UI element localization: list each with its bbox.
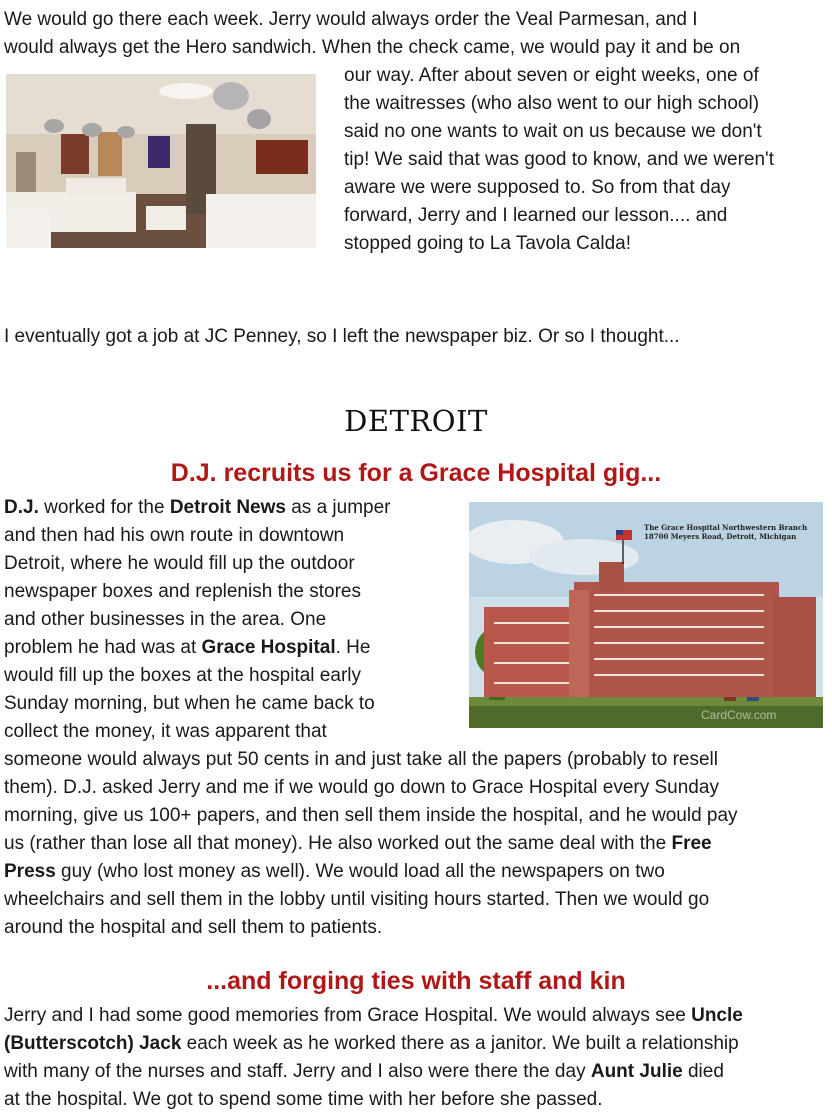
bold-grace-hospital: Grace Hospital: [201, 637, 336, 658]
watermark-text: CardCow.com: [701, 708, 777, 722]
text-span: with many of the nurses and staff. Jerry and I also were there the day: [4, 1061, 591, 1082]
text-line: [4, 858, 830, 886]
text-line: [4, 494, 830, 522]
text-line: someone would always put 50 cents in and just take all the papers (probably to resell: [4, 749, 718, 770]
text-line: We would go there each week. Jerry would always order the Veal Parmesan, and I: [4, 9, 698, 30]
bold-detroit-news: Detroit News: [169, 497, 286, 518]
text-line: wheelchairs and sell them in the lobby until visiting hours started. Then we would go: [4, 889, 710, 910]
text-line: them). D.J. asked Jerry and me if we would go down to Grace Hospital every Sunday: [4, 777, 719, 798]
text-line: would fill up the boxes at the hospital early: [4, 665, 361, 686]
bold-uncle: Uncle: [691, 1005, 743, 1026]
bold-press: Press: [4, 861, 56, 882]
text-span: each week as he worked there as a janitor. We built a relationship: [181, 1033, 739, 1054]
text-line: Detroit, where he would fill up the outdoor: [4, 553, 355, 574]
text-line: morning, give us 100+ papers, and then sell them inside the hospital, and he would pay: [4, 805, 738, 826]
text-line: [4, 634, 830, 662]
intro-paragraph: [4, 6, 830, 62]
text-line: newspaper boxes and replenish the stores: [4, 581, 362, 602]
bold-free: Free: [671, 833, 712, 854]
restaurant-photo: [6, 74, 316, 248]
text-span: guy (who lost money as well). We would load all the newspapers on two: [55, 861, 665, 882]
text-line: at the hospital. We got to spend some time with her before she passed.: [4, 1089, 603, 1110]
text-line: around the hospital and sell them to patients.: [4, 917, 383, 938]
text-span: worked for the: [38, 497, 170, 518]
text-line: [4, 1030, 830, 1058]
subheading: D.J. recruits us for a Grace Hospital gig...: [170, 459, 662, 487]
bold-dj: D.J.: [4, 497, 39, 518]
text-span: died: [682, 1061, 724, 1082]
postcard-caption-line-2: 18700 Meyers Road, Detroit, Michigan: [644, 532, 797, 541]
text-line: and other businesses in the area. One: [4, 609, 327, 630]
text-span: . He: [335, 637, 371, 658]
text-line: [4, 1058, 830, 1086]
text-span: as a jumper: [285, 497, 391, 518]
text-line: and then had his own route in downtown: [4, 525, 345, 546]
text-line: [4, 830, 830, 858]
text-line: stopped going to La Tavola Calda!: [344, 233, 631, 254]
grace-hospital-paragraph: [4, 494, 830, 942]
text-line: tip! We said that was good to know, and we weren't: [344, 149, 774, 170]
memories-paragraph: [4, 1002, 830, 1114]
bold-aunt-julie: Aunt Julie: [590, 1061, 683, 1082]
wrapped-paragraph: [344, 62, 830, 258]
text-line: our way. After about seven or eight weeks, one of: [344, 65, 759, 86]
text-line: collect the money, it was apparent that: [4, 721, 327, 742]
text-line: the waitresses (who also went to our high school): [344, 93, 760, 114]
postcard-caption-line-1: The Grace Hospital Northwestern Branch: [644, 523, 808, 532]
text-line: aware we were supposed to. So from that day: [344, 177, 731, 198]
bold-butterscotch-jack: (Butterscotch) Jack: [4, 1033, 182, 1054]
text-line: forward, Jerry and I learned our lesson.... and: [344, 205, 728, 226]
text-line: Sunday morning, but when he came back to: [4, 693, 375, 714]
text-span: Jerry and I had some good memories from Grace Hospital. We would always see: [4, 1005, 692, 1026]
text-line: [4, 1002, 830, 1030]
jc-penney-paragraph: [4, 323, 830, 351]
subheading: ...and forging ties with staff and kin: [206, 967, 626, 995]
section-title: DETROIT: [344, 404, 488, 438]
text-line: I eventually got a job at JC Penney, so I left the newspaper biz. Or so I thought...: [4, 326, 680, 347]
text-line: would always get the Hero sandwich. When the check came, we would pay it and be on: [4, 37, 741, 58]
text-line: said no one wants to wait on us because we don't: [344, 121, 762, 142]
text-span: problem he had was at: [4, 637, 202, 658]
text-span: us (rather than lose all that money). He also worked out the same deal with the: [4, 833, 672, 854]
